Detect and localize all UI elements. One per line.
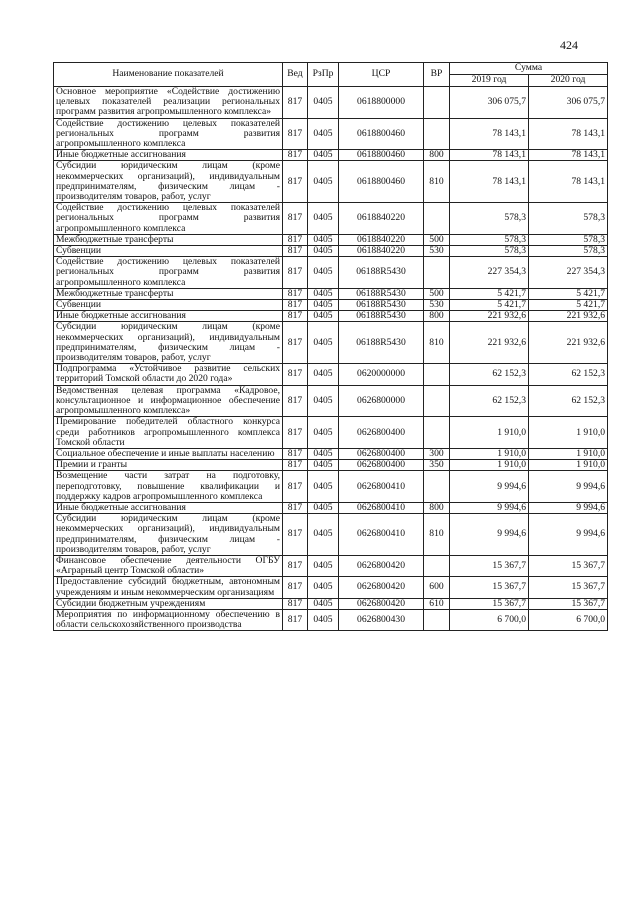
row-ved: 817 (283, 555, 308, 576)
row-csr: 06188R5430 (339, 300, 424, 311)
row-sum-2019: 578,3 (450, 246, 529, 257)
row-ved: 817 (283, 502, 308, 513)
row-vr: 500 (424, 234, 450, 245)
row-rzpr: 0405 (308, 257, 339, 289)
row-name: Субсидии юридическим лицам (кроме некоммерческих организаций), индивидуальным предпринимателям, физическим лицам - производителям товаров, работ, услуг (54, 322, 283, 364)
row-csr: 0620000000 (339, 364, 424, 385)
row-sum-2020: 578,3 (529, 246, 608, 257)
row-sum-2020: 221 932,6 (529, 311, 608, 322)
row-ved: 817 (283, 385, 308, 417)
row-vr: 810 (424, 161, 450, 203)
table-row (54, 203, 608, 235)
row-vr: 300 (424, 448, 450, 459)
row-csr: 0618800460 (339, 150, 424, 161)
row-csr: 0618800000 (339, 87, 424, 119)
table-row (54, 257, 608, 289)
row-ved: 817 (283, 577, 308, 598)
row-sum-2020: 227 354,3 (529, 257, 608, 289)
row-sum-2020: 78 143,1 (529, 118, 608, 150)
row-ved: 817 (283, 609, 308, 630)
row-ved: 817 (283, 598, 308, 609)
row-ved: 817 (283, 288, 308, 299)
row-ved: 817 (283, 471, 308, 503)
row-ved: 817 (283, 234, 308, 245)
row-name: Субсидии юридическим лицам (кроме некоммерческих организаций), индивидуальным предпринимателям, физическим лицам - производителям товаров, работ, услуг (54, 514, 283, 556)
row-ved: 817 (283, 417, 308, 449)
row-name: Иные бюджетные ассигнования (54, 502, 283, 513)
row-csr: 0626800410 (339, 502, 424, 513)
row-csr: 06188R5430 (339, 288, 424, 299)
row-rzpr: 0405 (308, 577, 339, 598)
row-csr: 0626800420 (339, 577, 424, 598)
row-sum-2019: 221 932,6 (450, 322, 529, 364)
row-name: Содействие достижению целевых показателей региональных программ развития агропромышленного комплекса (54, 203, 283, 235)
row-rzpr: 0405 (308, 311, 339, 322)
row-name: Иные бюджетные ассигнования (54, 150, 283, 161)
row-name: Содействие достижению целевых показателей региональных программ развития агропромышленного комплекса (54, 118, 283, 150)
row-ved: 817 (283, 161, 308, 203)
row-name: Подпрограмма «Устойчивое развитие сельских территорий Томской области до 2020 года» (54, 364, 283, 385)
row-name: Содействие достижению целевых показателей региональных программ развития агропромышленного комплекса (54, 257, 283, 289)
table-row (54, 87, 608, 119)
table-row (54, 555, 608, 576)
row-sum-2019: 5 421,7 (450, 300, 529, 311)
row-ved: 817 (283, 118, 308, 150)
table-body (54, 87, 608, 631)
row-vr (424, 87, 450, 119)
row-sum-2020: 15 367,7 (529, 555, 608, 576)
page-number: 424 (560, 38, 578, 52)
row-csr: 0626800410 (339, 514, 424, 556)
row-rzpr: 0405 (308, 87, 339, 119)
row-sum-2020: 1 910,0 (529, 448, 608, 459)
row-csr: 0626800430 (339, 609, 424, 630)
row-vr: 500 (424, 288, 450, 299)
row-vr: 530 (424, 300, 450, 311)
row-vr: 810 (424, 514, 450, 556)
row-sum-2019: 578,3 (450, 234, 529, 245)
header-ved: Вед (283, 63, 308, 87)
row-rzpr: 0405 (308, 502, 339, 513)
row-sum-2019: 578,3 (450, 203, 529, 235)
row-vr (424, 364, 450, 385)
row-rzpr: 0405 (308, 118, 339, 150)
row-sum-2020: 9 994,6 (529, 514, 608, 556)
row-csr: 0626800400 (339, 417, 424, 449)
row-vr (424, 118, 450, 150)
table-header-row (54, 63, 608, 75)
row-sum-2019: 78 143,1 (450, 161, 529, 203)
row-sum-2019: 306 075,7 (450, 87, 529, 119)
row-rzpr: 0405 (308, 300, 339, 311)
table-row (54, 150, 608, 161)
row-ved: 817 (283, 203, 308, 235)
table-row (54, 234, 608, 245)
table-row (54, 322, 608, 364)
table-row (54, 300, 608, 311)
row-sum-2019: 1 910,0 (450, 417, 529, 449)
row-sum-2019: 227 354,3 (450, 257, 529, 289)
row-sum-2019: 1 910,0 (450, 460, 529, 471)
row-sum-2020: 78 143,1 (529, 161, 608, 203)
row-csr: 06188R5430 (339, 257, 424, 289)
row-sum-2020: 15 367,7 (529, 577, 608, 598)
row-sum-2020: 9 994,6 (529, 471, 608, 503)
row-ved: 817 (283, 257, 308, 289)
row-name: Предоставление субсидий бюджетным, автономным учреждениям и иным некоммерческим организациям (54, 577, 283, 598)
row-ved: 817 (283, 322, 308, 364)
row-sum-2020: 9 994,6 (529, 502, 608, 513)
row-ved: 817 (283, 364, 308, 385)
row-csr: 0626800410 (339, 471, 424, 503)
row-ved: 817 (283, 311, 308, 322)
row-sum-2020: 306 075,7 (529, 87, 608, 119)
row-rzpr: 0405 (308, 514, 339, 556)
header-name: Наименование показателей (54, 63, 283, 87)
row-rzpr: 0405 (308, 598, 339, 609)
row-csr: 06188R5430 (339, 311, 424, 322)
row-sum-2019: 15 367,7 (450, 598, 529, 609)
table-row (54, 577, 608, 598)
header-rzpr: РзПр (308, 63, 339, 87)
row-name: Ведомственная целевая программа «Кадровое, консультационное и информационное обеспечение агропромышленного комплекса» (54, 385, 283, 417)
row-sum-2019: 15 367,7 (450, 577, 529, 598)
row-sum-2020: 62 152,3 (529, 364, 608, 385)
row-name: Премии и гранты (54, 460, 283, 471)
row-vr (424, 609, 450, 630)
table-row (54, 460, 608, 471)
row-sum-2019: 1 910,0 (450, 448, 529, 459)
table-row (54, 502, 608, 513)
row-csr: 0626800400 (339, 448, 424, 459)
row-csr: 0618840220 (339, 246, 424, 257)
row-ved: 817 (283, 460, 308, 471)
row-vr: 800 (424, 502, 450, 513)
row-sum-2020: 15 367,7 (529, 598, 608, 609)
row-sum-2020: 578,3 (529, 234, 608, 245)
row-name: Основное мероприятие «Содействие достижению целевых показателей реализации региональных программ развития агропромышленного комплекса» (54, 87, 283, 119)
table-row (54, 118, 608, 150)
row-vr (424, 417, 450, 449)
row-sum-2020: 221 932,6 (529, 322, 608, 364)
row-sum-2019: 62 152,3 (450, 385, 529, 417)
header-csr: ЦСР (339, 63, 424, 87)
row-rzpr: 0405 (308, 246, 339, 257)
row-rzpr: 0405 (308, 555, 339, 576)
row-vr (424, 257, 450, 289)
row-name: Субвенции (54, 300, 283, 311)
table-row (54, 246, 608, 257)
table-row (54, 609, 608, 630)
table-row (54, 161, 608, 203)
row-sum-2019: 9 994,6 (450, 471, 529, 503)
row-sum-2019: 5 421,7 (450, 288, 529, 299)
row-sum-2019: 78 143,1 (450, 150, 529, 161)
row-csr: 0626800420 (339, 555, 424, 576)
row-csr: 0618800460 (339, 161, 424, 203)
row-name: Межбюджетные трансферты (54, 288, 283, 299)
row-sum-2019: 9 994,6 (450, 502, 529, 513)
row-sum-2019: 221 932,6 (450, 311, 529, 322)
table-row (54, 598, 608, 609)
row-vr: 800 (424, 311, 450, 322)
row-sum-2019: 15 367,7 (450, 555, 529, 576)
row-sum-2020: 578,3 (529, 203, 608, 235)
row-sum-2019: 9 994,6 (450, 514, 529, 556)
row-name: Субсидии бюджетным учреждениям (54, 598, 283, 609)
row-sum-2020: 5 421,7 (529, 288, 608, 299)
row-csr: 0626800400 (339, 460, 424, 471)
header-vr: ВР (424, 63, 450, 87)
row-ved: 817 (283, 448, 308, 459)
row-rzpr: 0405 (308, 460, 339, 471)
row-vr (424, 471, 450, 503)
row-vr: 800 (424, 150, 450, 161)
row-name: Мероприятия по информационному обеспечению в области сельскохозяйственного производства (54, 609, 283, 630)
row-csr: 06188R5430 (339, 322, 424, 364)
row-sum-2020: 5 421,7 (529, 300, 608, 311)
header-2020: 2020 год (529, 75, 608, 87)
row-sum-2019: 6 700,0 (450, 609, 529, 630)
table-row (54, 417, 608, 449)
row-vr: 610 (424, 598, 450, 609)
row-rzpr: 0405 (308, 322, 339, 364)
row-sum-2020: 78 143,1 (529, 150, 608, 161)
row-name: Социальное обеспечение и иные выплаты населению (54, 448, 283, 459)
row-vr (424, 385, 450, 417)
row-csr: 0618840220 (339, 203, 424, 235)
row-vr: 350 (424, 460, 450, 471)
row-vr (424, 203, 450, 235)
table-row (54, 385, 608, 417)
row-csr: 0626800420 (339, 598, 424, 609)
row-vr: 530 (424, 246, 450, 257)
row-sum-2019: 62 152,3 (450, 364, 529, 385)
row-rzpr: 0405 (308, 161, 339, 203)
table-row (54, 514, 608, 556)
row-name: Субсидии юридическим лицам (кроме некоммерческих организаций), индивидуальным предпринимателям, физическим лицам - производителям товаров, работ, услуг (54, 161, 283, 203)
row-csr: 0618840220 (339, 234, 424, 245)
table-row (54, 311, 608, 322)
row-ved: 817 (283, 300, 308, 311)
row-rzpr: 0405 (308, 203, 339, 235)
table-row (54, 288, 608, 299)
row-csr: 0626800000 (339, 385, 424, 417)
row-sum-2020: 1 910,0 (529, 417, 608, 449)
row-name: Иные бюджетные ассигнования (54, 311, 283, 322)
row-csr: 0618800460 (339, 118, 424, 150)
row-name: Субвенции (54, 246, 283, 257)
row-sum-2020: 62 152,3 (529, 385, 608, 417)
row-name: Возмещение части затрат на подготовку, переподготовку, повышение квалификации и поддержку кадров агропромышленного комплекса (54, 471, 283, 503)
row-sum-2020: 1 910,0 (529, 460, 608, 471)
row-ved: 817 (283, 87, 308, 119)
row-rzpr: 0405 (308, 364, 339, 385)
row-ved: 817 (283, 246, 308, 257)
row-rzpr: 0405 (308, 417, 339, 449)
row-vr: 810 (424, 322, 450, 364)
row-sum-2019: 78 143,1 (450, 118, 529, 150)
row-rzpr: 0405 (308, 150, 339, 161)
table-row (54, 364, 608, 385)
row-sum-2020: 6 700,0 (529, 609, 608, 630)
budget-table (53, 62, 608, 631)
header-sum: Сумма (450, 63, 608, 75)
row-name: Финансовое обеспечение деятельности ОГБУ «Аграрный центр Томской области» (54, 555, 283, 576)
table-row (54, 448, 608, 459)
row-vr: 600 (424, 577, 450, 598)
row-rzpr: 0405 (308, 234, 339, 245)
row-rzpr: 0405 (308, 448, 339, 459)
row-rzpr: 0405 (308, 471, 339, 503)
row-ved: 817 (283, 514, 308, 556)
row-ved: 817 (283, 150, 308, 161)
header-2019: 2019 год (450, 75, 529, 87)
row-name: Премирование победителей областного конкурса среди работников агропромышленного комплекса Томской области (54, 417, 283, 449)
table-row (54, 471, 608, 503)
row-rzpr: 0405 (308, 609, 339, 630)
row-vr (424, 555, 450, 576)
row-name: Межбюджетные трансферты (54, 234, 283, 245)
row-rzpr: 0405 (308, 385, 339, 417)
row-rzpr: 0405 (308, 288, 339, 299)
